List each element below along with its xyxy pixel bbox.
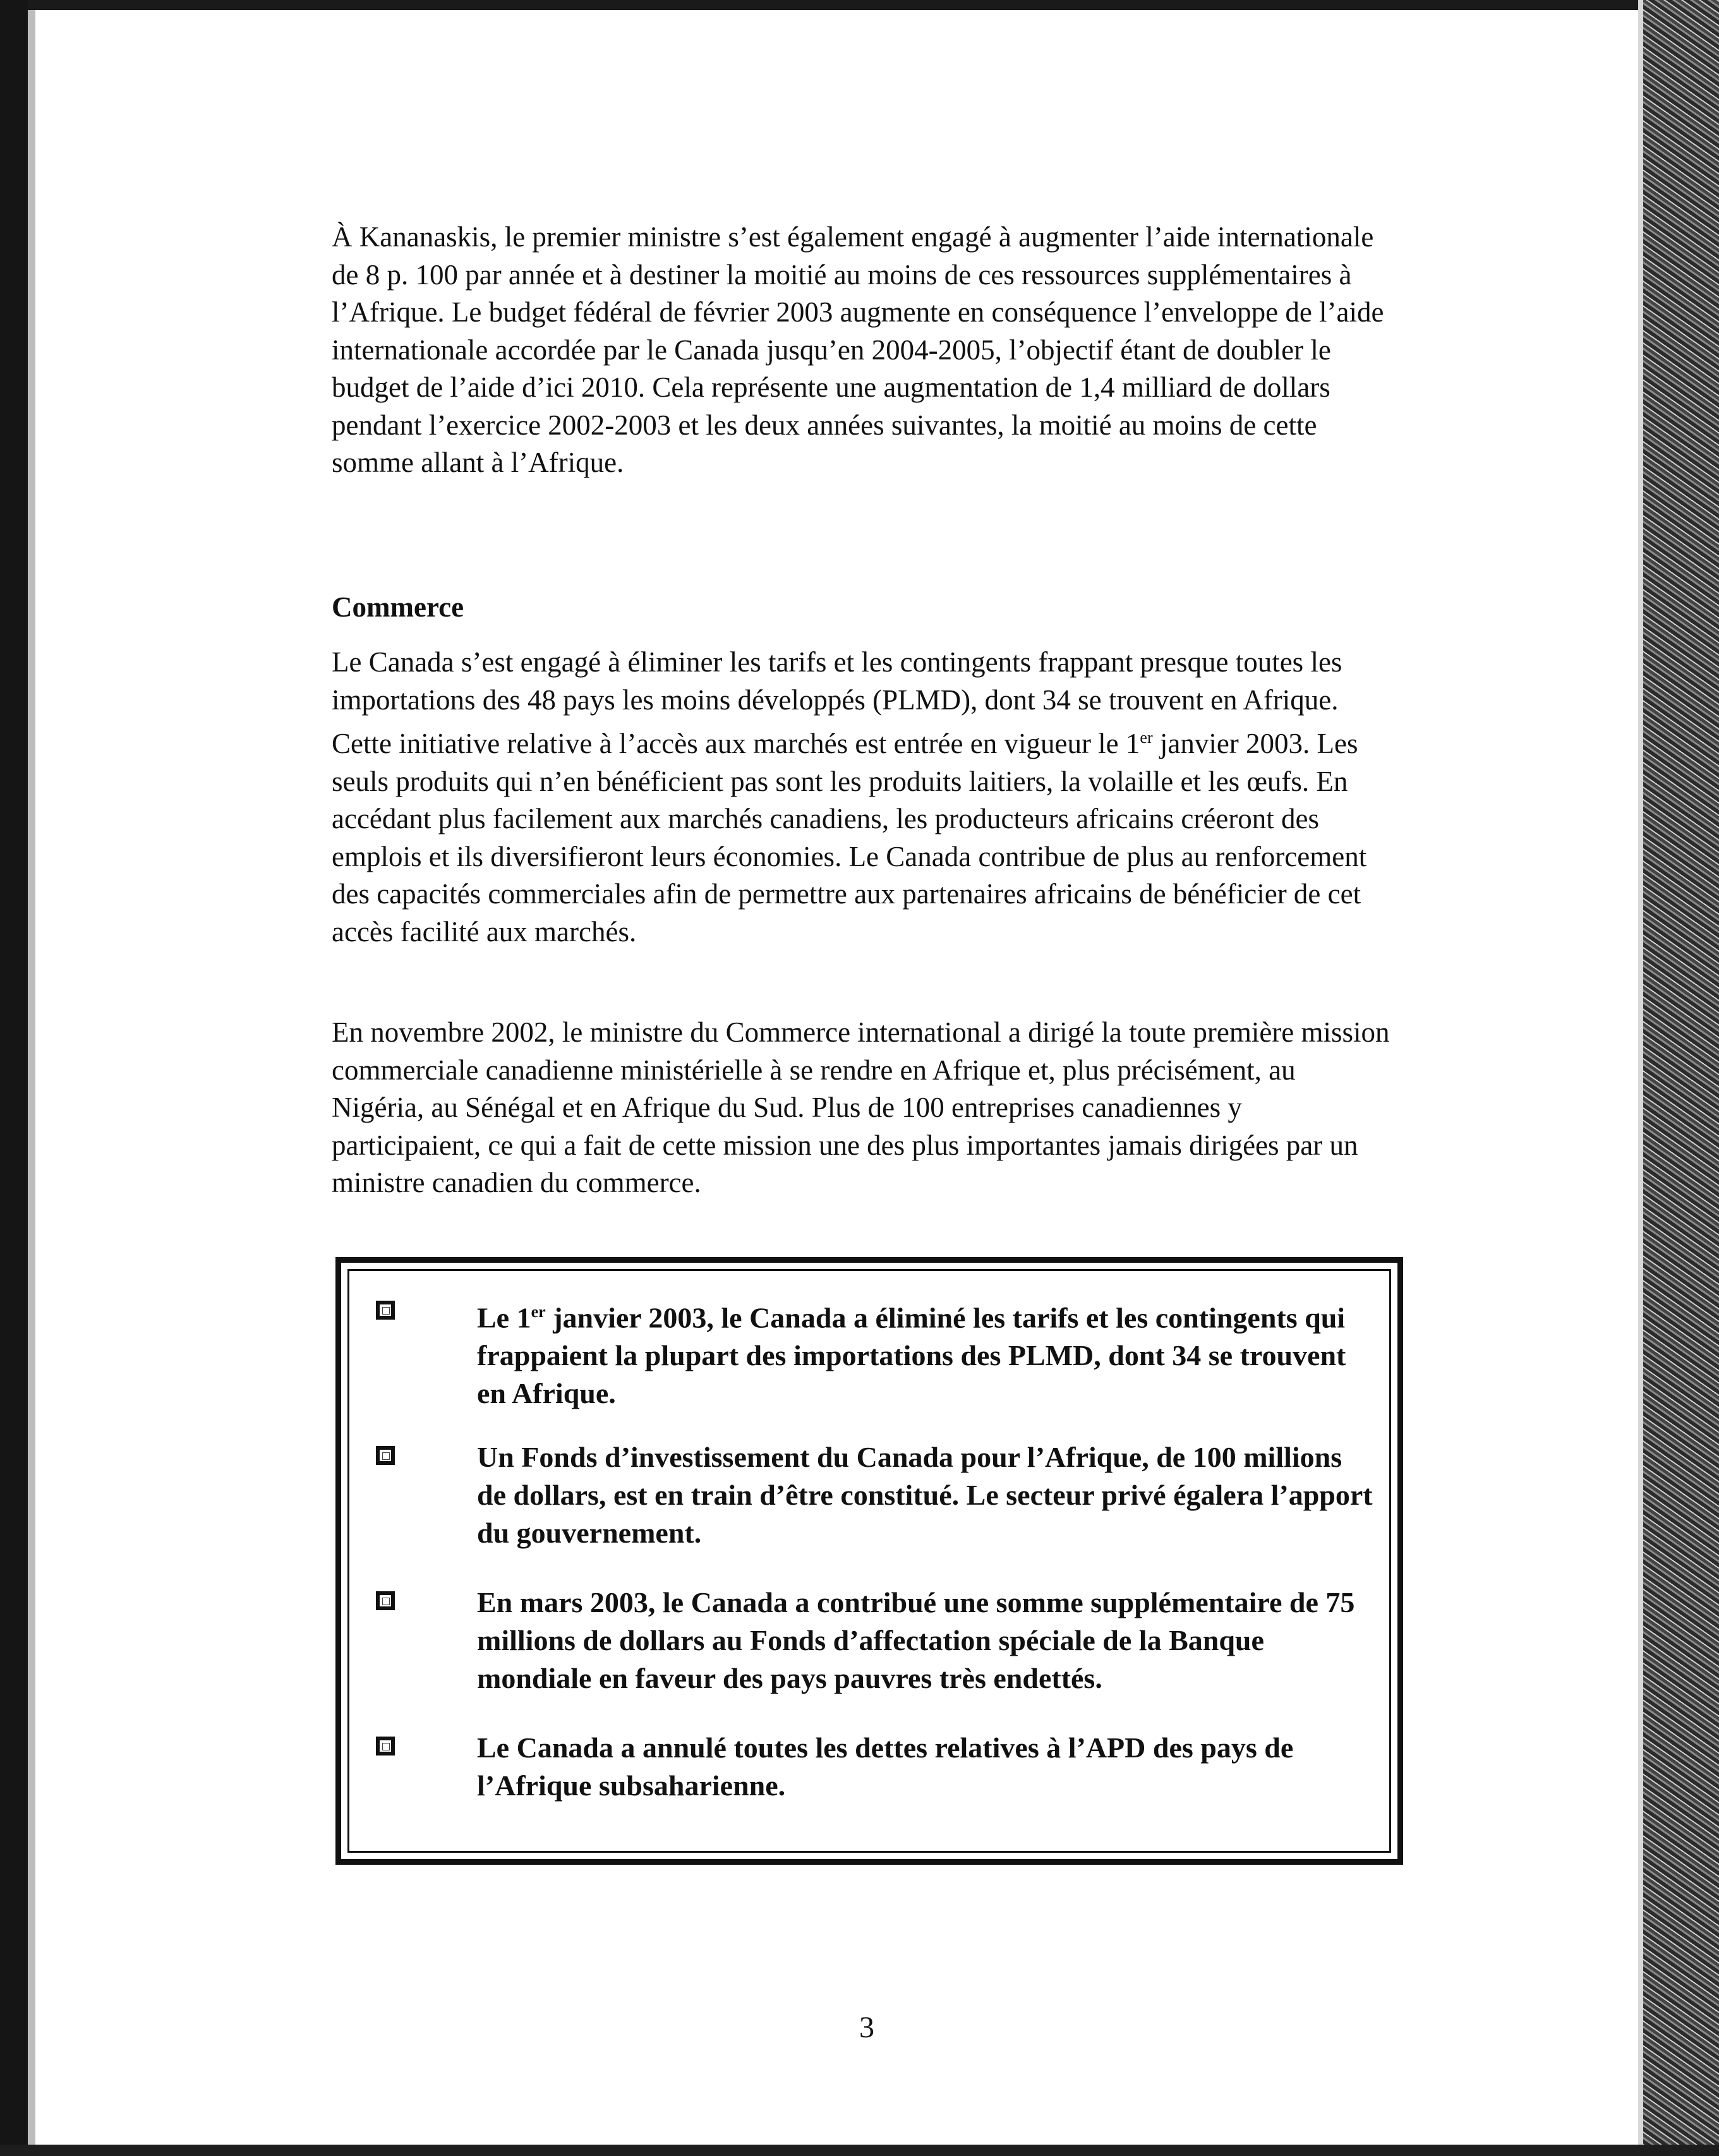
paragraph-trade-mission: En novembre 2002, le ministre du Commerce international a dirigé la toute première mission commerciale canadienne ministérielle à se rendre en Afrique et, plus précisément, au Nigéria, au Sénégal et en Afrique du Sud. Plus de 100 entreprises canadiennes y participaient, ce qui a fait de cette mission une des plus importantes jamais dirigées par un ministre canadien du commerce. [332,1016,1390,1198]
scan-border-top [0,0,1719,10]
highlight-box [335,1257,1403,1865]
superscript-er: er [1140,728,1153,747]
highlight-item-text-part1: Le 1 [477,1301,531,1334]
highlight-item-text-part2: janvier 2003, le Canada a éliminé les tarifs et les contingents qui frappaient la plupart des importations des PLMD, dont 34 se trouvent en Afrique. [477,1301,1346,1410]
square-bullet-icon [376,1737,395,1756]
scan-border-left-inner [28,10,35,2156]
paragraph-market-access [332,644,1393,951]
paragraph-kananaskis: À Kananaskis, le premier ministre s’est également engagé à augmenter l’aide internationale de 8 p. 100 par année et à destiner la moitié au moins de ces ressources supplémentaires à l’Afrique. Le budget fédéral de février 2003 augmente en conséquence l’enveloppe de l’aide internationale accordée par le Canada jusqu’en 2004-2005, l’objectif étant de doubler le budget de l’aide d’ici 2010. Cela représente une augmentation de 1,4 milliard de dollars pendant l’exercice 2002-2003 et les deux années suivantes, la moitié au moins de cette somme allant à l’Afrique. [332,221,1384,478]
square-bullet-icon [376,1591,395,1610]
page-number: 3 [859,2011,874,2044]
paragraph-market-access-part2: janvier 2003. Les seuls produits qui n’en bénéficient pas sont les produits laitiers, la volaille et les œufs. En accédant plus facilement aux marchés canadiens, les producteurs africains créeront des emplois et ils diversifieront leurs économies. Le Canada contribue de plus au renforcement des capacités commerciales afin de permettre aux partenaires africains de bénéficier de cet accès facilité aux marchés. [332,728,1367,948]
highlight-item-text: Un Fonds d’investissement du Canada pour l’Afrique, de 100 millions de dollars, est en train d’être constitué. Le secteur privé égalera l’apport du gouvernement. [477,1441,1373,1549]
section-heading-commerce: Commerce [332,591,464,623]
square-bullet-icon [376,1446,395,1465]
paragraph-market-access-part1: Le Canada s’est engagé à éliminer les tarifs et les contingents frappant presque toutes les importations des 48 pays les moins développés (PLMD), dont 34 se trouvent en Afrique. Cette initiative relative à l’accès aux marchés est entrée en vigueur le 1 [332,646,1342,759]
highlight-item-text: En mars 2003, le Canada a contribué une somme supplémentaire de 75 millions de dollars au Fonds d’affectation spéciale de la Banque mondiale en faveur des pays pauvres très endettés. [477,1586,1355,1694]
highlight-box-inner [347,1269,1391,1853]
scan-border-right-edge [1638,0,1643,2156]
scan-border-bottom [0,2145,1719,2156]
scan-border-left [0,0,28,2156]
highlight-item-text [477,1293,1374,1412]
highlight-item-text: Le Canada a annulé toutes les dettes relatives à l’APD des pays de l’Afrique subsaharienne. [477,1731,1294,1802]
scan-border-right [1643,0,1719,2156]
superscript-er: er [531,1303,546,1321]
square-bullet-icon [376,1301,395,1320]
